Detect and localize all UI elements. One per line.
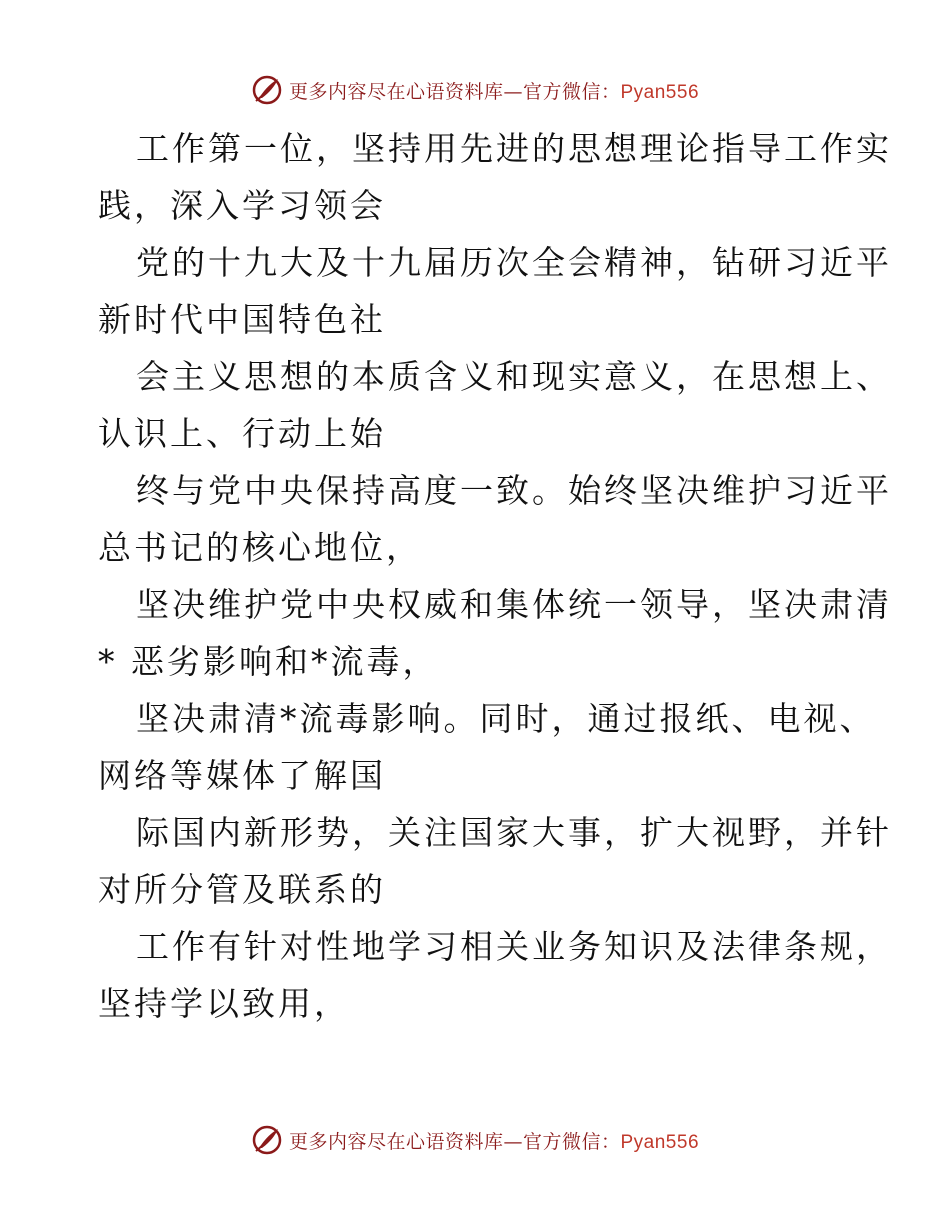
paragraph-line: 坚决维护党中央权威和集体统一领导，坚决肃清 xyxy=(136,585,892,624)
paragraph xyxy=(98,918,892,1032)
paragraph-line: * 恶劣影响和*流毒， xyxy=(98,642,439,681)
paragraph-line: 践，深入学习领会 xyxy=(98,186,386,225)
paragraph-line: 际国内新形势，关注国家大事，扩大视野，并针 xyxy=(136,813,892,852)
paragraph-line: 工作有针对性地学习相关业务知识及法律条规， xyxy=(136,927,892,966)
header-banner-text xyxy=(289,77,699,104)
paragraph-line: 网络等媒体了解国 xyxy=(98,756,386,795)
paragraph xyxy=(98,348,892,462)
paragraph xyxy=(98,462,892,576)
header-wechat-id: Pyan556 xyxy=(620,81,700,103)
paragraph-line: 坚决肃清*流毒影响。同时，通过报纸、电视、 xyxy=(136,699,876,738)
paragraph-line: 党的十九大及十九届历次全会精神，钻研习近平 xyxy=(136,243,892,282)
paragraph-line: 对所分管及联系的 xyxy=(98,870,386,909)
paragraph-line: 认识上、行动上始 xyxy=(98,414,386,453)
header-banner-label: 更多内容尽在心语资料库—官方微信： xyxy=(288,80,621,103)
paragraph xyxy=(98,690,876,804)
paragraph xyxy=(98,804,892,918)
paragraph-line: 总书记的核心地位， xyxy=(98,528,422,567)
paragraph xyxy=(98,120,892,234)
paragraph-line: 坚持学以致用， xyxy=(98,984,350,1023)
footer-wechat-id: Pyan556 xyxy=(620,1131,700,1153)
document-body xyxy=(98,120,892,1032)
paragraph-line: 工作第一位，坚持用先进的思想理论指导工作实 xyxy=(136,129,892,168)
paragraph-line: 新时代中国特色社 xyxy=(98,300,386,339)
header-banner xyxy=(0,70,950,110)
footer-banner-text xyxy=(289,1127,699,1154)
quill-pen-logo-icon xyxy=(251,74,283,106)
footer-banner xyxy=(0,1120,950,1160)
quill-pen-logo-icon xyxy=(251,1124,283,1156)
footer-banner-label: 更多内容尽在心语资料库—官方微信： xyxy=(288,1130,621,1153)
paragraph xyxy=(98,234,892,348)
paragraph-line: 会主义思想的本质含义和现实意义，在思想上、 xyxy=(136,357,892,396)
paragraph xyxy=(98,576,892,690)
paragraph-line: 终与党中央保持高度一致。始终坚决维护习近平 xyxy=(136,471,892,510)
